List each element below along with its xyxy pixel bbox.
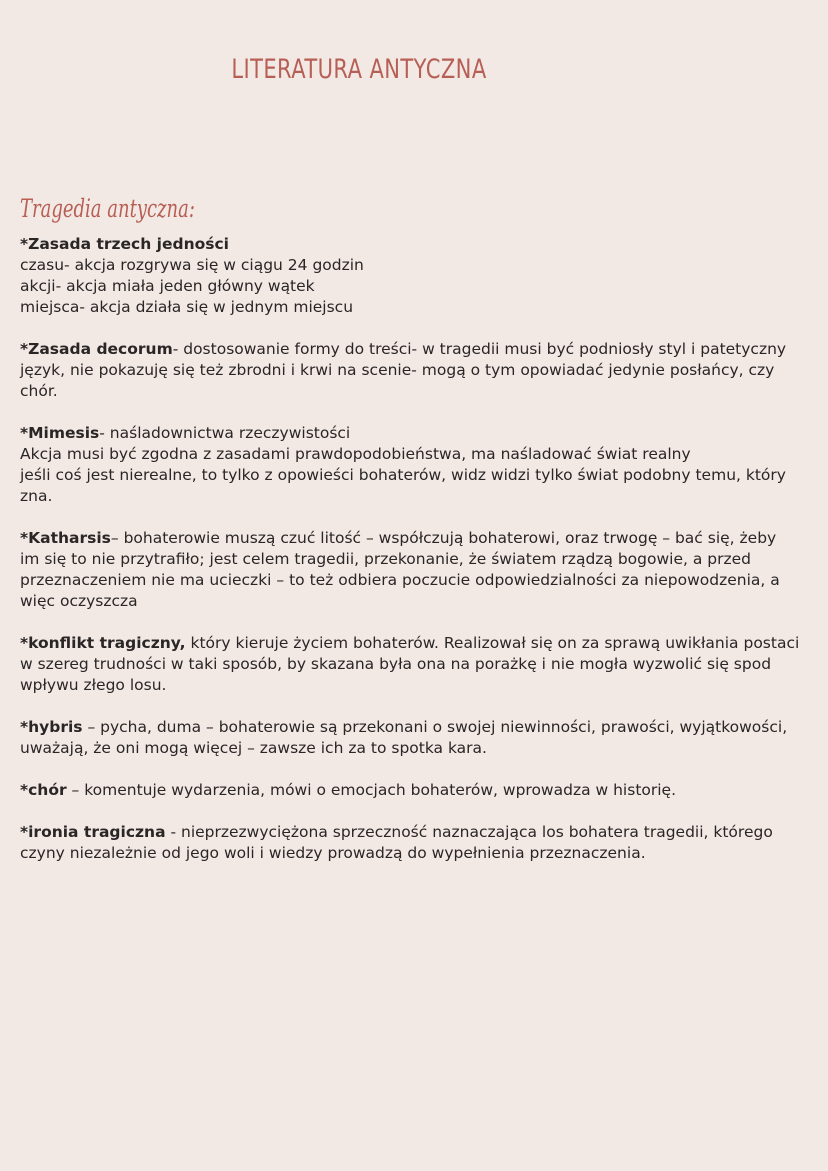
term-zasada-trzech-jednosci: *Zasada trzech jedności xyxy=(20,235,229,253)
text-line: akcji- akcja miała jeden główny wątek xyxy=(20,277,315,295)
term-katharsis: *Katharsis xyxy=(20,529,111,547)
text-line: więc oczyszcza xyxy=(20,592,138,610)
text-line: jeśli coś jest nierealne, to tylko z opowieści bohaterów, widz widzi tylko świat podobny temu, który xyxy=(20,466,786,484)
paragraph-ironia-tragiczna xyxy=(20,822,810,864)
page-title: LITERATURA ANTYCZNA xyxy=(231,54,487,85)
text-line: – komentuje wydarzenia, mówi o emocjach bohaterów, wprowadza w historię. xyxy=(66,781,677,799)
text-line: w szereg trudności w taki sposób, by skazana była ona na porażkę i nie mogła wyzwolić się spod xyxy=(20,655,772,673)
text-line: im się to nie przytrafiło; jest celem tragedii, przekonanie, że światem rządzą bogowie, a przed xyxy=(20,550,752,568)
text-line: który kieruje życiem bohaterów. Realizował się on za sprawą uwikłania postaci xyxy=(185,634,800,652)
text-line: - naśladownictwa rzeczywistości xyxy=(99,424,351,442)
text-line: chór. xyxy=(20,382,58,400)
text-line: czyny niezależnie od jego woli i wiedzy prowadzą do wypełnienia przeznaczenia. xyxy=(20,844,646,862)
paragraph-hybris xyxy=(20,717,810,759)
term-mimesis: *Mimesis xyxy=(20,424,100,442)
term-hybris: *hybris xyxy=(20,718,83,736)
text-line: język, nie pokazuję się też zbrodni i krwi na scenie- mogą o tym opowiadać jedynie posłańcy, czy xyxy=(20,361,775,379)
term-konflikt-tragiczny: *konflikt tragiczny, xyxy=(20,634,186,652)
text-line: – pycha, duma – bohaterowie są przekonani o swojej niewinności, prawości, wyjątkowości, xyxy=(82,718,788,736)
text-line: - dostosowanie formy do treści- w tragedii musi być podniosły styl i patetyczny xyxy=(172,340,787,358)
paragraph-konflikt-tragiczny xyxy=(20,633,810,696)
paragraph-zasada-trzech-jednosci xyxy=(20,234,810,318)
document-body xyxy=(20,234,810,885)
text-line: - nieprzezwyciężona sprzeczność naznaczająca los bohatera tragedii, którego xyxy=(165,823,773,841)
section-heading: Tragedia antyczna: xyxy=(20,194,195,223)
paragraph-decorum xyxy=(20,339,810,402)
text-line: Akcja musi być zgodna z zasadami prawdopodobieństwa, ma naśladować świat realny xyxy=(20,445,691,463)
text-line: miejsca- akcja działa się w jednym miejscu xyxy=(20,298,354,316)
text-line: uważają, że oni mogą więcej – zawsze ich za to spotka kara. xyxy=(20,739,487,757)
text-line: – bohaterowie muszą czuć litość – współczują bohaterowi, oraz trwogę – bać się, żeby xyxy=(110,529,777,547)
term-ironia-tragiczna: *ironia tragiczna xyxy=(20,823,166,841)
text-line: wpływu złego losu. xyxy=(20,676,167,694)
text-line: przeznaczeniem nie ma ucieczki – to też odbiera poczucie odpowiedzialności za niepowodzenia, a xyxy=(20,571,780,589)
term-chor: *chór xyxy=(20,781,67,799)
paragraph-chor xyxy=(20,780,810,801)
text-line: zna. xyxy=(20,487,53,505)
term-decorum: *Zasada decorum xyxy=(20,340,173,358)
paragraph-mimesis xyxy=(20,423,810,507)
paragraph-katharsis xyxy=(20,528,810,612)
text-line: czasu- akcja rozgrywa się w ciągu 24 godzin xyxy=(20,256,364,274)
